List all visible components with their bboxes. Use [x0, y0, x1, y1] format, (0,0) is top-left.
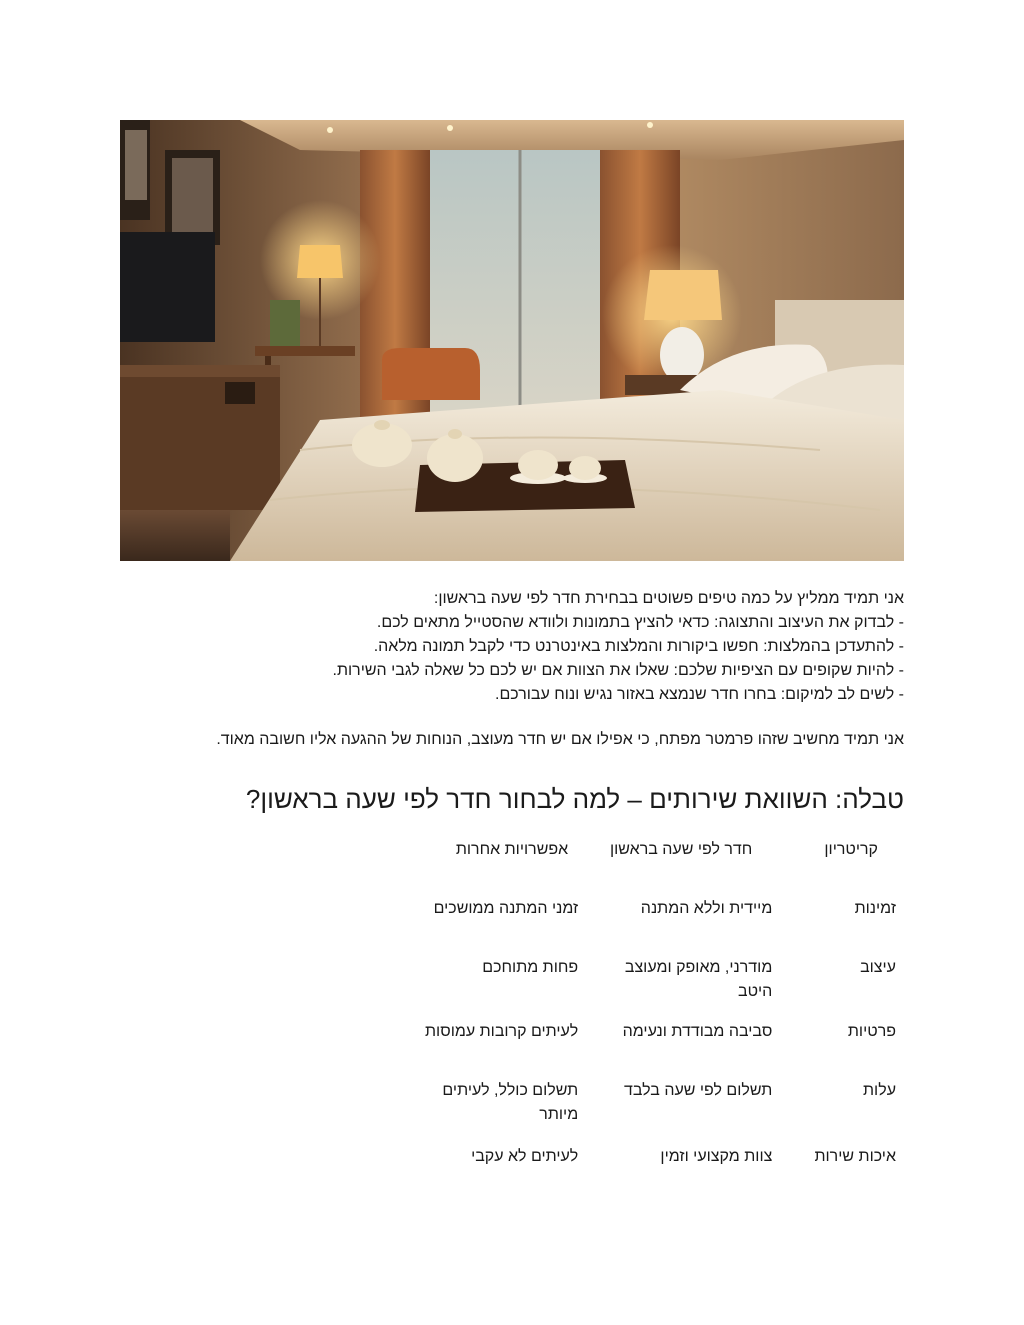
header-criterion: קריטריון: [824, 841, 878, 858]
table-row: [414, 897, 904, 956]
cell-hourly-room: מודרני, מאופק ומעוצב היטב: [624, 959, 773, 1000]
bedside-lamp: [644, 270, 722, 320]
floor-lamp: [297, 245, 343, 278]
cell-other-options: לעיתים קרובות עמוסות: [425, 1023, 579, 1040]
location-note: אני תמיד מחשיב שזהו פרמטר מפתח, כי אפילו אם יש חדר מעוצב, הנוחות של ההגעה אליו חשובה מאוד.: [216, 731, 904, 748]
header-hourly-room: חדר לפי שעה בראשון: [609, 841, 753, 858]
table-row: [414, 1145, 904, 1185]
tip-item: - להיות שקופים עם הציפיות שלכם: שאלו את הצוות אם יש לכם כל שאלה לגבי השירות.: [332, 662, 904, 679]
article: [120, 120, 904, 1185]
armchair: [382, 348, 480, 400]
cell-other-options: לעיתים לא עקבי: [471, 1148, 579, 1165]
tips-list: [120, 587, 904, 707]
table-row: [414, 1079, 904, 1145]
tip-item: - להתעדכן בהמלצות: חפשו ביקורות והמלצות באינטרנט כדי לקבל תמונה מלאה.: [373, 638, 904, 655]
header-other-options: אפשרויות אחרות: [455, 841, 569, 858]
cell-criterion: עיצוב: [860, 959, 896, 976]
cell-other-options: זמני המתנה ממושכים: [433, 900, 579, 917]
tips-intro: אני תמיד ממליץ על כמה טיפים פשוטים בבחירת חדר לפי שעה בראשון:: [433, 590, 904, 607]
tip-item: - לבדוק את העיצוב והתצוגה: כדאי להציץ בתמונות ולוודא שהסטייל מתאים לכם.: [376, 614, 904, 631]
cell-criterion: עלות: [863, 1082, 896, 1099]
floor: [120, 510, 230, 561]
desk: [255, 346, 355, 356]
table-title: טבלה: השוואת שירותים – למה לבחור חדר לפי שעה בראשון?: [245, 784, 904, 814]
cell-other-options: תשלום כולל, לעיתים מיותר: [442, 1082, 579, 1123]
cell-criterion: פרטיות: [847, 1023, 896, 1040]
teacup: [518, 450, 558, 480]
cell-other-options: פחות מתוחכם: [482, 959, 579, 976]
cell-hourly-room: תשלום לפי שעה בלבד: [624, 1082, 773, 1099]
curtain-left: [360, 150, 430, 450]
dresser: [120, 365, 280, 510]
television: [120, 232, 215, 342]
cell-hourly-room: צוות מקצועי וזמין: [660, 1148, 773, 1165]
cell-criterion: איכות שירות: [814, 1148, 896, 1165]
cell-hourly-room: סביבה מבודדת ונעימה: [622, 1023, 773, 1040]
hotel-room-image: [120, 120, 904, 561]
tip-item: - לשים לב למיקום: בחרו חדר שנמצא באזור נגיש ונוח עבורכם.: [495, 686, 904, 703]
cell-criterion: זמינות: [854, 900, 896, 917]
cell-hourly-room: מיידית וללא המתנה: [640, 900, 773, 917]
table-row: [414, 956, 904, 1020]
table-header-row: [414, 838, 904, 897]
comparison-table: [414, 838, 904, 1185]
table-row: [414, 1020, 904, 1079]
